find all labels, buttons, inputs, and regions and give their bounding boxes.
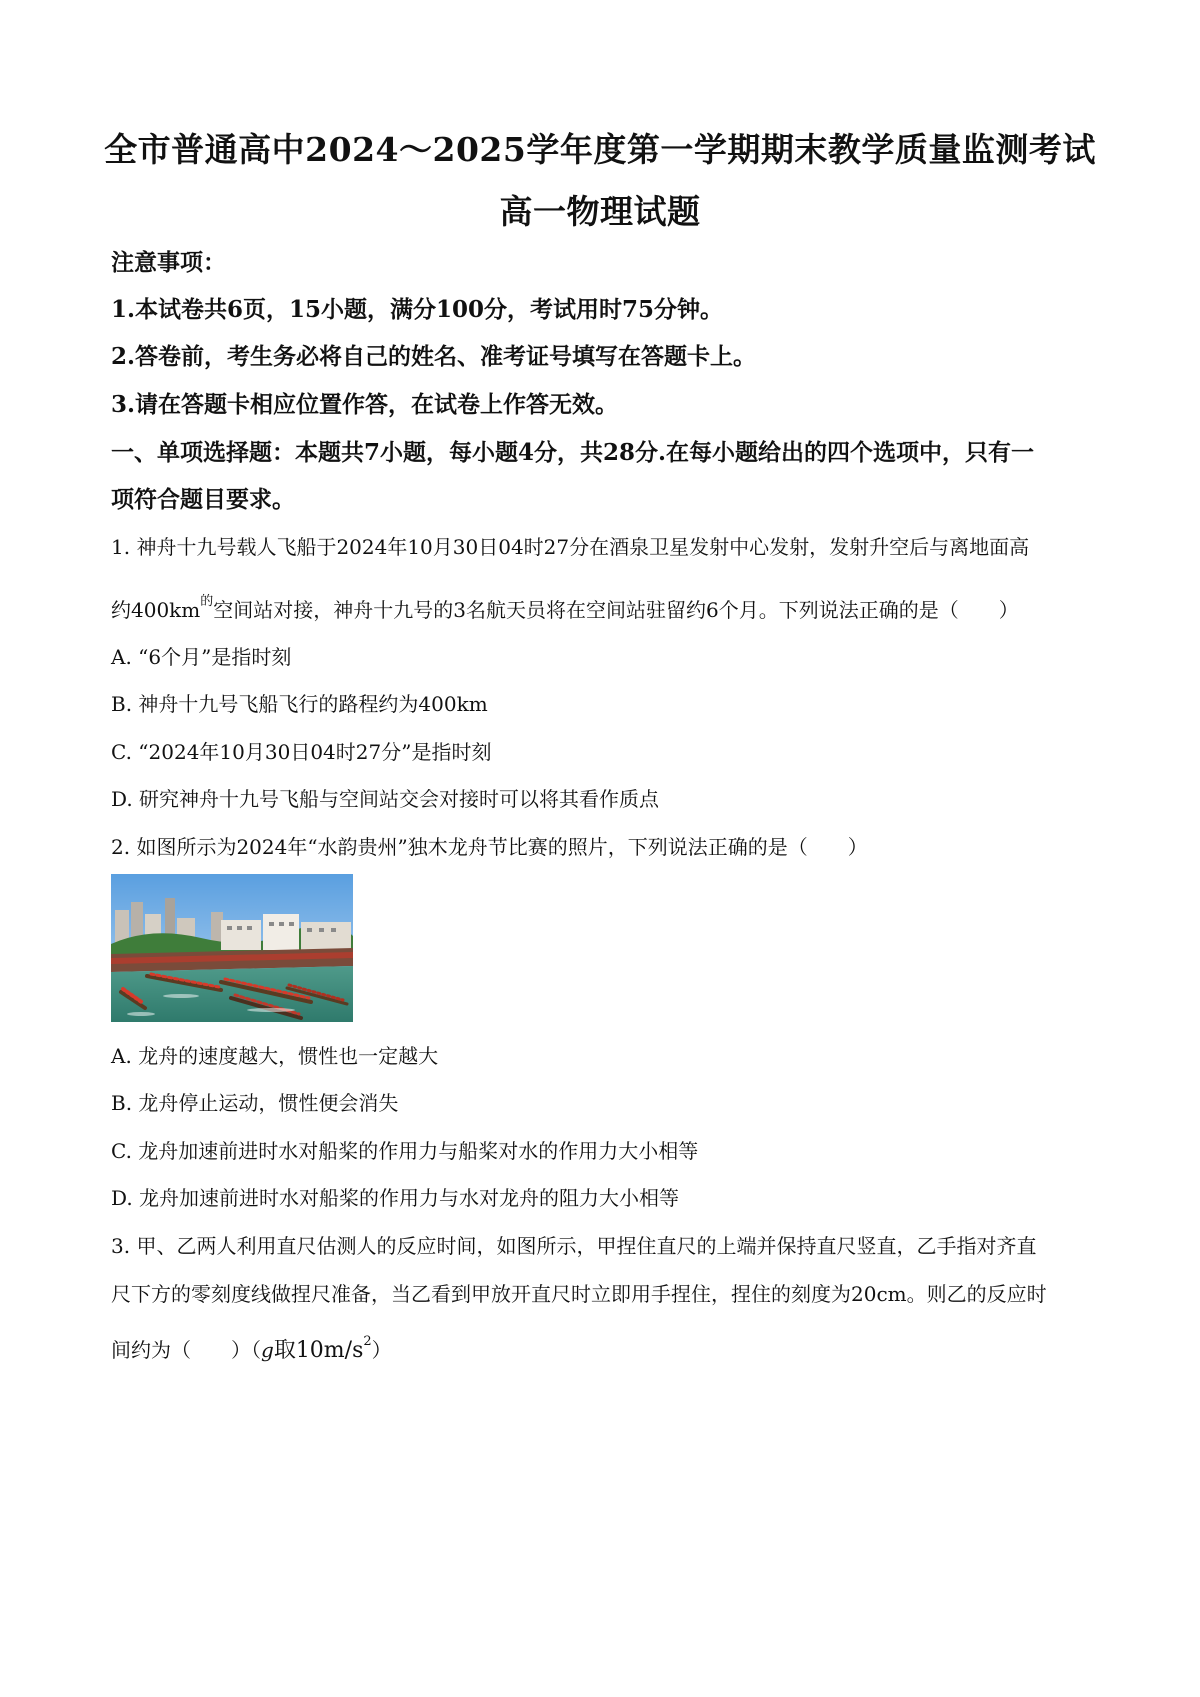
exam-subtitle: 高一物理试题	[499, 192, 701, 231]
q3-stem-line2: 尺下方的零刻度线做捏尺准备，当乙看到甲放开直尺时立即用手捏住，捏住的刻度为20cm。则乙的反应时	[111, 1282, 1047, 1306]
q3-stem-line1: 3. 甲、乙两人利用直尺估测人的反应时间，如图所示，甲捏住直尺的上端并保持直尺竖直，乙手指对齐直	[111, 1234, 1037, 1258]
q2-option-d: D. 龙舟加速前进时水对船桨的作用力与水对龙舟的阻力大小相等	[111, 1186, 680, 1210]
q3-g-symbol: g	[261, 1338, 274, 1362]
q2-option-a: A. 龙舟的速度越大，惯性也一定越大	[111, 1044, 439, 1068]
notice-item-1: 1.本试卷共6页，15小题，满分100分，考试用时75分钟。	[111, 296, 724, 323]
q1-option-c: C. “2024年10月30日04时27分”是指时刻	[111, 740, 492, 764]
q2-option-b: B. 龙舟停止运动，惯性便会消失	[111, 1091, 399, 1115]
exam-title: 全市普通高中2024～2025学年度第一学期期末教学质量监测考试	[104, 130, 1096, 169]
q3-stem-part-b: 取10m/s	[273, 1338, 364, 1363]
q1-stem-line2	[111, 594, 1019, 622]
q3-stem-part-a: 间约为（ ）（	[111, 1338, 261, 1362]
q2-stem: 2. 如图所示为2024年“水韵贵州”独木龙舟节比赛的照片，下列说法正确的是（ ）	[111, 835, 868, 859]
q1-stem-line1: 1. 神舟十九号载人飞船于2024年10月30日04时27分在酒泉卫星发射中心发射，发射升空后与离地面高	[111, 535, 1030, 559]
q1-stem-part-a: 约400km	[111, 598, 201, 622]
q3-stem-line3	[111, 1334, 392, 1364]
section-heading-cont: 项符合题目要求。	[111, 486, 295, 513]
notice-heading: 注意事项：	[111, 249, 226, 276]
q3-stem-part-c: ）	[371, 1338, 392, 1362]
notice-item-2: 2.答卷前，考生务必将自己的姓名、准考证号填写在答题卡上。	[111, 343, 757, 370]
q1-stem-sup: 的	[200, 594, 214, 609]
q1-option-b: B. 神舟十九号飞船飞行的路程约为400km	[111, 692, 488, 716]
dragon-boat-photo	[111, 874, 353, 1022]
q1-stem-part-b: 空间站对接，神舟十九号的3名航天员将在空间站驻留约6个月。下列说法正确的是（ ）	[213, 598, 1019, 622]
notice-item-3: 3.请在答题卡相应位置作答，在试卷上作答无效。	[111, 391, 619, 418]
section-heading: 一、单项选择题：本题共7小题，每小题4分，共28分.在每小题给出的四个选项中，只有一	[111, 439, 1035, 466]
q1-option-a: A. “6个月”是指时刻	[111, 645, 292, 669]
q2-option-c: C. 龙舟加速前进时水对船桨的作用力与船桨对水的作用力大小相等	[111, 1139, 699, 1163]
q3-stem-sup: 2	[363, 1334, 372, 1349]
q1-option-d: D. 研究神舟十九号飞船与空间站交会对接时可以将其看作质点	[111, 787, 660, 811]
